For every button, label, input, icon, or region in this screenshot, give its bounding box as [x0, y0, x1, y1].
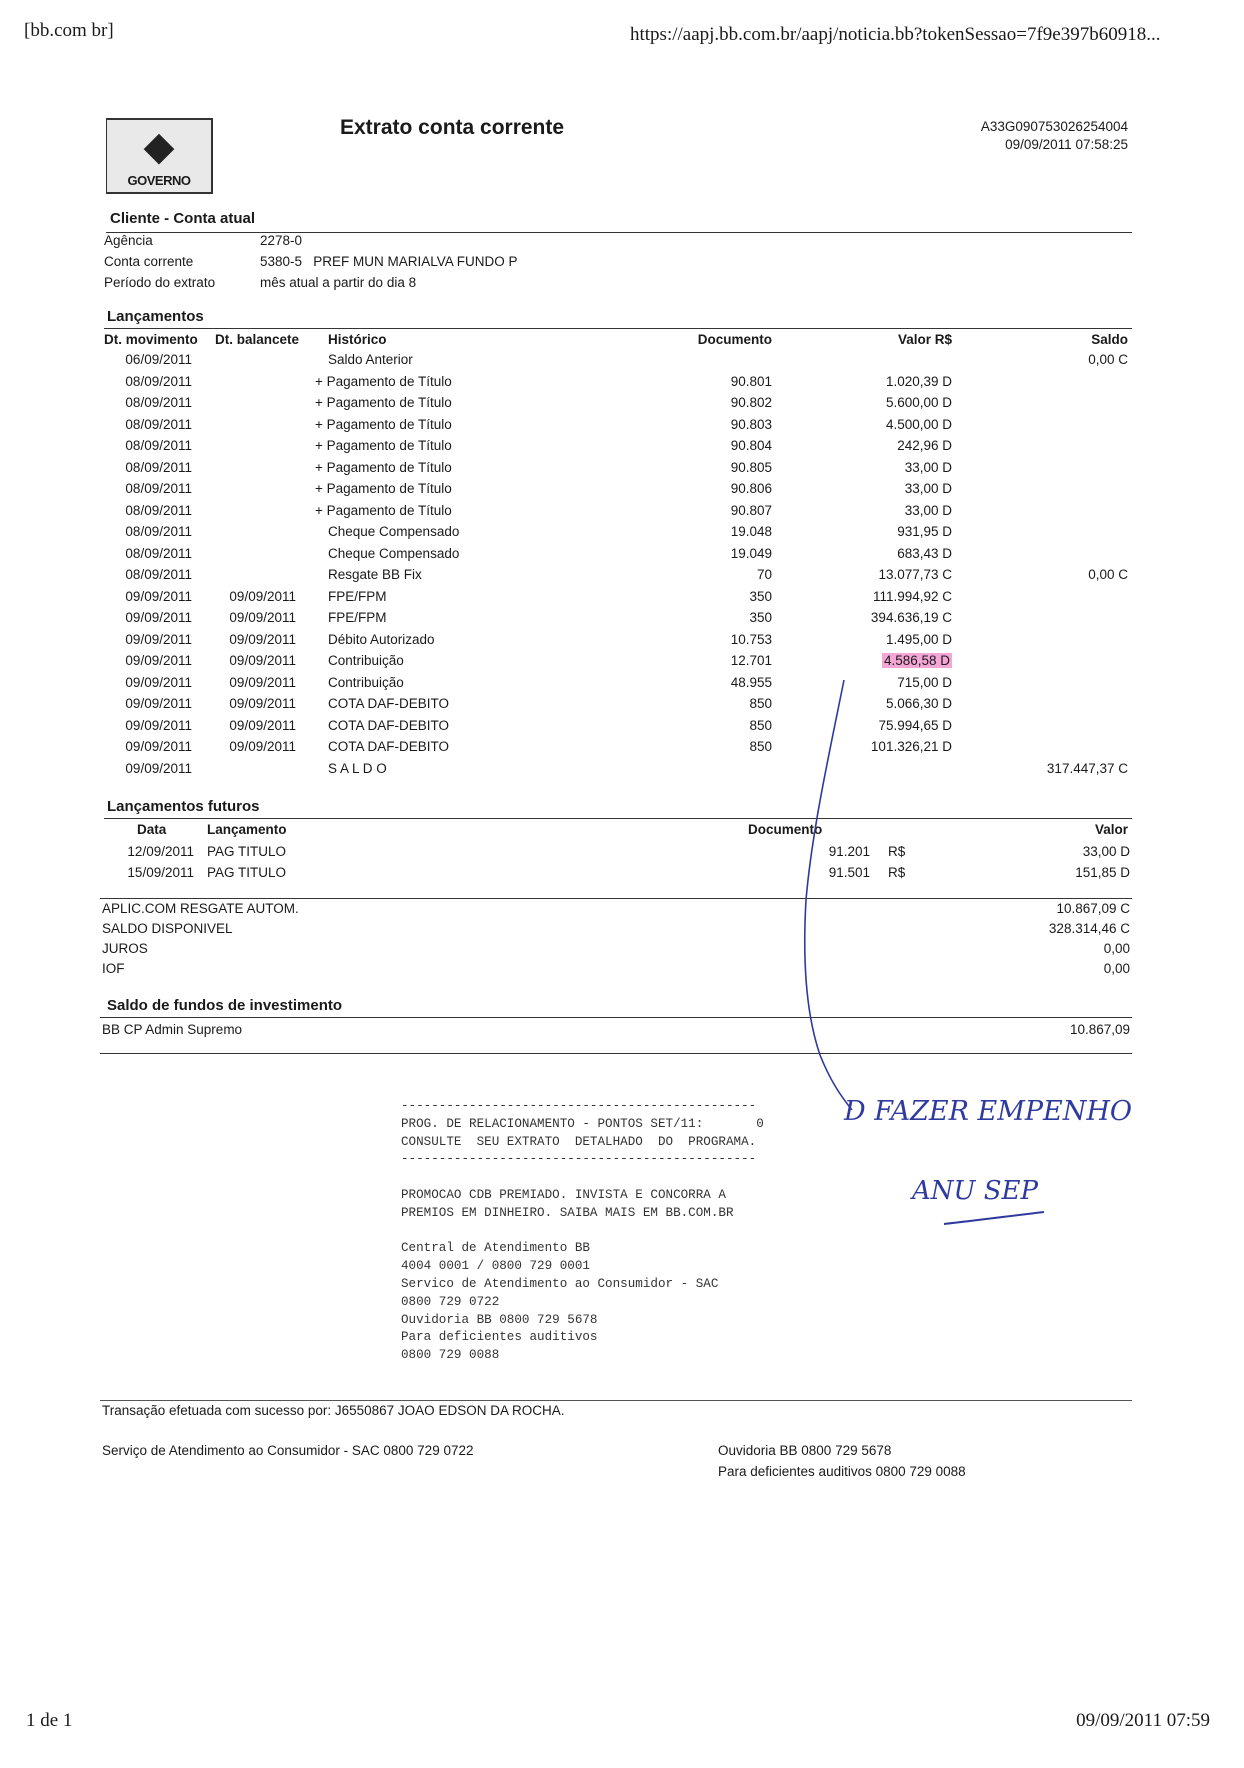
- summary-label: JUROS: [102, 941, 148, 956]
- cell-val: 33,00 D: [904, 481, 952, 496]
- document-code: A33G090753026254004: [980, 119, 1128, 134]
- cell-hist: Cheque Compensado: [328, 545, 460, 561]
- summary-value: 328.314,46 C: [1048, 921, 1130, 936]
- cell-hist: Débito Autorizado: [328, 631, 435, 647]
- col-hist-header: Histórico: [328, 332, 387, 347]
- col-mov-header: Dt. movimento: [104, 332, 198, 347]
- summary-value: 0,00: [1103, 941, 1130, 956]
- cell-val: 242,96 D: [897, 438, 952, 453]
- cell-hist: + Pagamento de Título: [315, 395, 452, 410]
- summary-label: IOF: [102, 961, 125, 976]
- bank-logo-icon: ◆: [144, 126, 174, 168]
- col-sal-header: Saldo: [1091, 332, 1128, 347]
- cell-val: 5.066,30 D: [885, 696, 952, 711]
- agency-label: Agência: [104, 233, 153, 248]
- cell-mov: 06/09/2011: [125, 352, 192, 367]
- page-counter: 1 de 1: [26, 1710, 73, 1731]
- cell-doc: 90.806: [730, 481, 772, 496]
- cell-mov: 08/09/2011: [125, 459, 192, 475]
- divider: [100, 1053, 1132, 1054]
- cell-val: [840, 653, 952, 668]
- transactions-body: [100, 350, 1132, 780]
- transaction-status: Transação efetuada com sucesso por: J6550867 JOAO EDSON DA ROCHA.: [102, 1403, 565, 1418]
- cell-hist: Cheque Compensado: [328, 524, 460, 539]
- table-row: [100, 694, 1132, 716]
- table-row: [100, 651, 1132, 673]
- cell-val: 4.500,00 D: [885, 416, 952, 432]
- future-col-doc: Documento: [748, 822, 823, 837]
- cell-mov: 09/09/2011: [125, 631, 192, 647]
- cell-doc: 19.049: [730, 545, 772, 561]
- cell-val: 5.600,00 D: [885, 395, 952, 410]
- cell-mov: 09/09/2011: [125, 610, 192, 625]
- table-row: [100, 759, 1132, 781]
- cell-mov: 09/09/2011: [125, 588, 192, 604]
- future-cell-doc: 91.201: [828, 844, 870, 859]
- table-row: [100, 350, 1132, 372]
- transactions-section-title: Lançamentos: [107, 308, 204, 325]
- cell-mov: 08/09/2011: [125, 395, 192, 410]
- cell-mov: 08/09/2011: [125, 481, 192, 496]
- cell-val: 13.077,73 C: [878, 567, 952, 582]
- table-row: [100, 565, 1132, 587]
- summary-value: 10.867,09 C: [1056, 901, 1130, 916]
- site-label: [bb.com br]: [24, 20, 114, 41]
- cell-val: 1.495,00 D: [885, 631, 952, 647]
- table-row: [100, 522, 1132, 544]
- cell-mov: 08/09/2011: [125, 524, 192, 539]
- divider: [100, 898, 1132, 899]
- highlighted-value: 4.586,58 D: [883, 653, 950, 668]
- future-cell-lanc: PAG TITULO: [207, 844, 287, 859]
- cell-hist: + Pagamento de Título: [315, 416, 452, 432]
- cell-hist: + Pagamento de Título: [315, 502, 452, 518]
- summary-value: 0,00: [1103, 961, 1130, 976]
- cell-bal: 09/09/2011: [229, 588, 296, 604]
- cell-doc: 19.048: [730, 524, 772, 539]
- col-doc-header: Documento: [697, 332, 772, 347]
- cell-doc: 90.805: [730, 459, 772, 475]
- cell-bal: 09/09/2011: [229, 610, 296, 625]
- future-col-val: Valor: [1094, 822, 1128, 837]
- cell-hist: FPE/FPM: [328, 588, 387, 604]
- handwritten-stroke: [790, 670, 870, 1110]
- cell-mov: 08/09/2011: [125, 567, 192, 582]
- table-row: [100, 479, 1132, 501]
- funds-section-title: Saldo de fundos de investimento: [107, 997, 343, 1014]
- cell-doc: 350: [749, 588, 772, 604]
- fund-name: BB CP Admin Supremo: [102, 1022, 243, 1037]
- cell-hist: Contribuição: [328, 674, 404, 690]
- page-title: Extrato conta corrente: [340, 116, 565, 139]
- cell-val: 75.994,65 D: [878, 717, 952, 733]
- cell-sal: 317.447,37 C: [1046, 760, 1128, 776]
- cell-mov: 09/09/2011: [125, 674, 192, 690]
- table-row: [100, 501, 1132, 523]
- client-section-title: Cliente - Conta atual: [110, 210, 256, 227]
- cell-bal: 09/09/2011: [229, 674, 296, 690]
- table-row: [100, 436, 1132, 458]
- table-row: [100, 673, 1132, 695]
- future-cell-data: 12/09/2011: [127, 844, 194, 859]
- cell-val: 931,95 D: [897, 524, 952, 539]
- cell-bal: 09/09/2011: [229, 717, 296, 733]
- divider: [104, 328, 1132, 329]
- cell-mov: 08/09/2011: [125, 438, 192, 453]
- cell-doc: 90.807: [730, 502, 772, 518]
- cell-val: 33,00 D: [904, 459, 952, 475]
- table-row: [100, 737, 1132, 759]
- cell-hist: Saldo Anterior: [328, 352, 413, 367]
- cell-mov: 08/09/2011: [125, 416, 192, 432]
- table-row: [100, 608, 1132, 630]
- deficientes-contact: Para deficientes auditivos 0800 729 0088: [718, 1464, 966, 1479]
- cell-doc: 70: [756, 567, 772, 582]
- document-datetime: 09/09/2011 07:58:25: [1005, 137, 1128, 152]
- cell-hist: FPE/FPM: [328, 610, 387, 625]
- table-row: [100, 415, 1132, 437]
- cell-doc: 90.803: [730, 416, 772, 432]
- cell-val: 715,00 D: [897, 674, 952, 690]
- account-value: 5380-5 PREF MUN MARIALVA FUNDO P: [260, 254, 518, 269]
- cell-mov: 08/09/2011: [125, 373, 192, 389]
- col-bal-header: Dt. balancete: [215, 332, 300, 347]
- cell-mov: 09/09/2011: [125, 717, 192, 733]
- promo-text: ----------------------------------------------- PROG. DE RELACIONAMENTO - PONTOS SET/11: 0 CONSULTE SEU EXTRATO DETALHADO DO PROGRAMA. ----------------------------------------------- PROMOCAO CDB PREMIADO. INVISTA E CONCORRA A PREMIOS EM DINHEIRO. SAIBA MAIS EM BB.COM.BR Central de Atendimento BB 4004 0001 / 0800 729 0001 Servico de Atendimento ao Consumidor - SAC 0800 729 0722 Ouvidoria BB 0800 729 5678 Para deficientes auditivos 0800 729 0088: [401, 1099, 764, 1363]
- cell-mov: 08/09/2011: [125, 545, 192, 561]
- handwritten-underline: [940, 1208, 1050, 1228]
- divider: [100, 1017, 1132, 1018]
- future-cell-val: 151,85 D: [1075, 865, 1130, 880]
- table-row: [100, 393, 1132, 415]
- future-cell-cur: R$: [888, 844, 906, 859]
- cell-doc: 850: [749, 739, 772, 754]
- table-header: [100, 330, 1132, 350]
- agency-value: 2278-0: [260, 233, 303, 248]
- page-url[interactable]: https://aapj.bb.com.br/aapj/noticia.bb?tokenSessao=7f9e397b60918...: [630, 24, 1161, 45]
- cell-bal: 09/09/2011: [229, 653, 296, 668]
- cell-mov: 09/09/2011: [125, 653, 192, 668]
- cell-mov: 09/09/2011: [125, 760, 192, 776]
- cell-hist: COTA DAF-DEBITO: [328, 696, 450, 711]
- cell-hist: Resgate BB Fix: [328, 567, 422, 582]
- cell-val: 1.020,39 D: [885, 373, 952, 389]
- cell-val: 394.636,19 C: [870, 610, 952, 625]
- cell-hist: S A L D O: [328, 760, 387, 776]
- account-label: Conta corrente: [104, 254, 194, 269]
- cell-bal: 09/09/2011: [229, 739, 296, 754]
- future-cell-lanc: PAG TITULO: [207, 865, 287, 880]
- divider: [104, 818, 1132, 819]
- cell-doc: 12.701: [730, 653, 772, 668]
- cell-doc: 90.804: [730, 438, 772, 453]
- divider: [100, 1400, 1132, 1401]
- table-row: [100, 842, 1132, 863]
- cell-doc: 90.801: [730, 373, 772, 389]
- ouvidoria-contact: Ouvidoria BB 0800 729 5678: [718, 1443, 892, 1458]
- cell-bal: 09/09/2011: [229, 631, 296, 647]
- future-cell-cur: R$: [888, 865, 906, 880]
- cell-hist: + Pagamento de Título: [315, 438, 452, 453]
- future-cell-data: 15/09/2011: [127, 865, 194, 880]
- cell-hist: COTA DAF-DEBITO: [328, 739, 450, 754]
- handwritten-note: ANU SEP: [912, 1176, 1038, 1206]
- period-label: Período do extrato: [104, 275, 216, 290]
- future-cell-val: 33,00 D: [1082, 844, 1130, 859]
- table-row: [100, 716, 1132, 738]
- cell-val: 111.994,92 C: [872, 588, 952, 604]
- future-col-lanc: Lançamento: [207, 822, 287, 837]
- bank-logo: [106, 118, 213, 194]
- col-val-header: Valor R$: [897, 332, 952, 347]
- cell-val: 101.326,21 D: [870, 739, 952, 754]
- cell-val: 33,00 D: [904, 502, 952, 518]
- summary-label: APLIC.COM RESGATE AUTOM.: [102, 901, 299, 916]
- handwritten-note: D FAZER EMPENHO: [844, 1096, 1133, 1127]
- cell-mov: 09/09/2011: [125, 739, 192, 754]
- future-cell-doc: 91.501: [828, 865, 870, 880]
- future-table-header: [100, 820, 1132, 841]
- cell-doc: 850: [749, 696, 772, 711]
- cell-hist: COTA DAF-DEBITO: [328, 717, 450, 733]
- period-value: mês atual a partir do dia 8: [260, 275, 417, 290]
- future-section-title: Lançamentos futuros: [107, 798, 260, 815]
- fund-value: 10.867,09: [1069, 1022, 1130, 1037]
- cell-hist: + Pagamento de Título: [315, 459, 452, 475]
- cell-val: 683,43 D: [897, 545, 952, 561]
- cell-bal: 09/09/2011: [229, 696, 296, 711]
- cell-mov: 08/09/2011: [125, 502, 192, 518]
- sac-contact: Serviço de Atendimento ao Consumidor - SAC 0800 729 0722: [102, 1443, 474, 1458]
- cell-doc: 350: [749, 610, 772, 625]
- table-row: [100, 630, 1132, 652]
- cell-sal: 0,00 C: [1088, 567, 1128, 582]
- table-row: [100, 458, 1132, 480]
- cell-doc: 48.955: [730, 674, 772, 690]
- cell-doc: 850: [749, 717, 772, 733]
- summary-label: SALDO DISPONIVEL: [102, 921, 233, 936]
- future-col-date: Data: [137, 822, 167, 837]
- logo-text: GOVERNO: [127, 173, 191, 188]
- table-row: [100, 372, 1132, 394]
- cell-sal: 0,00 C: [1088, 352, 1128, 367]
- cell-doc: 10.753: [730, 631, 772, 647]
- cell-hist: Contribuição: [328, 653, 404, 668]
- cell-hist: + Pagamento de Título: [315, 481, 452, 496]
- table-row: [100, 544, 1132, 566]
- table-row: [100, 587, 1132, 609]
- cell-doc: 90.802: [730, 395, 772, 410]
- cell-mov: 09/09/2011: [125, 696, 192, 711]
- transactions-table: [100, 330, 1132, 780]
- table-row: [100, 863, 1132, 884]
- print-datetime: 09/09/2011 07:59: [1076, 1710, 1210, 1731]
- cell-hist: + Pagamento de Título: [315, 373, 452, 389]
